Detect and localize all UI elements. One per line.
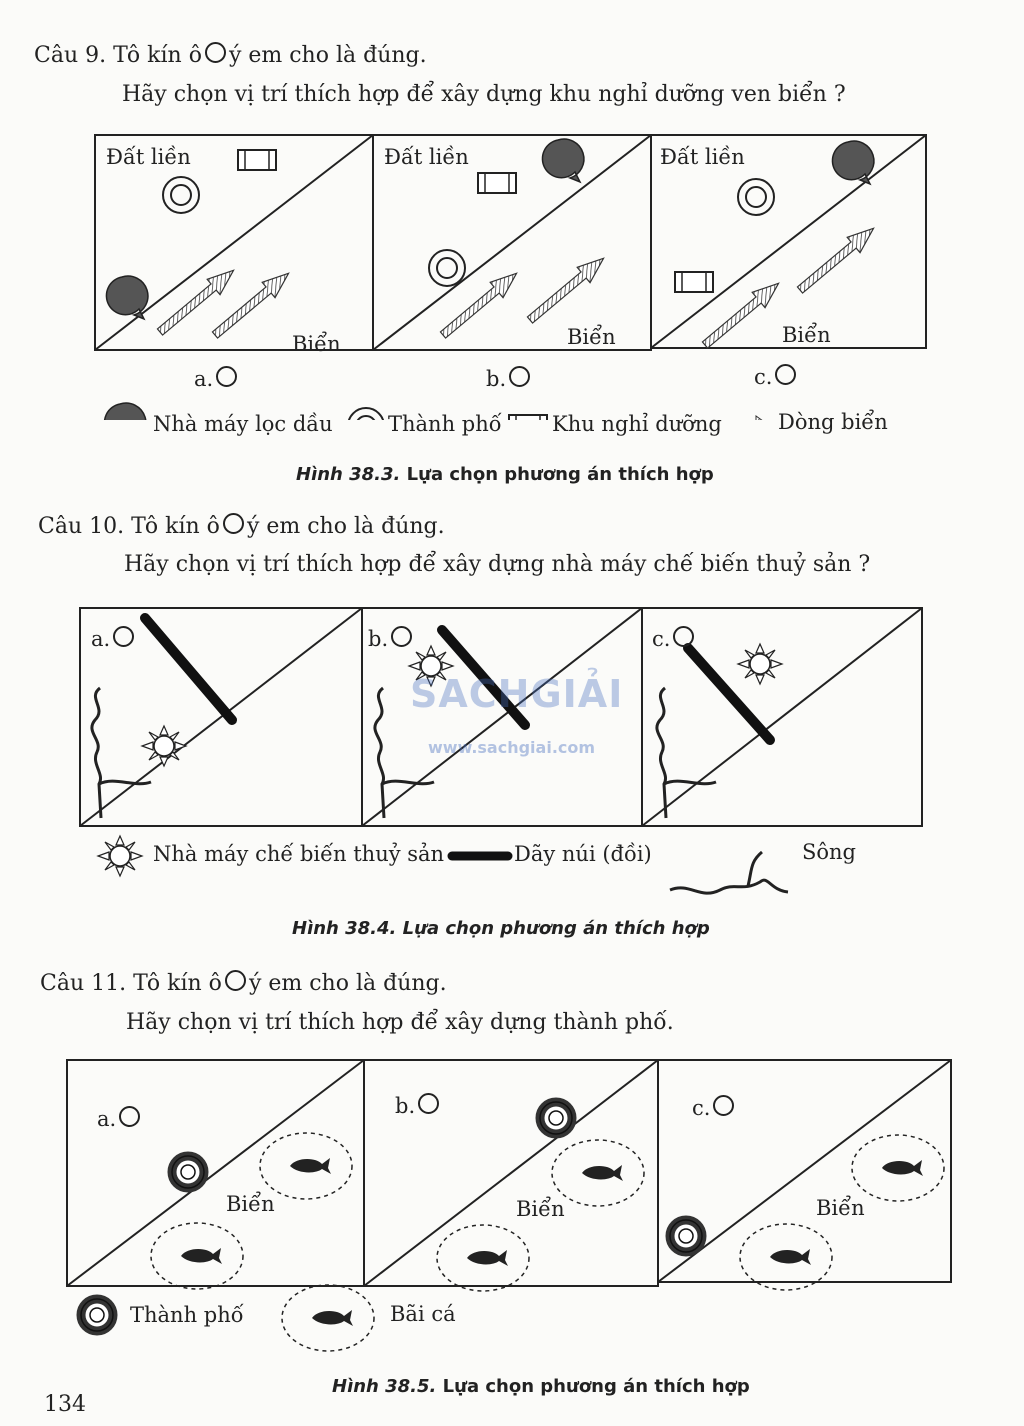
page-number: 134 xyxy=(44,1392,86,1417)
legend-mountain: Dãy núi (đồi) xyxy=(514,842,652,866)
legend-city: Thành phố xyxy=(130,1303,244,1327)
legend-resort: Khu nghỉ dưỡng xyxy=(552,412,722,436)
answer-circle-icon[interactable] xyxy=(673,626,694,647)
sea-label-c: Biển xyxy=(782,323,831,347)
sea-label-b: Biển xyxy=(516,1197,565,1221)
city-icon xyxy=(348,408,384,420)
q9-option-c[interactable]: c. xyxy=(754,364,799,389)
watermark-brand: SACHGIẢI xyxy=(410,672,624,716)
answer-circle-icon[interactable] xyxy=(509,366,530,387)
fish-ground-icon xyxy=(282,1285,374,1351)
land-label-c: Đất liền xyxy=(660,145,745,169)
q10-figure xyxy=(0,600,1024,930)
refinery-icon xyxy=(104,403,145,420)
q9-question: Hãy chọn vị trí thích hợp để xây dựng khu nghỉ dưỡng ven biển ? xyxy=(122,82,846,107)
answer-circle-icon[interactable] xyxy=(391,626,412,647)
q11-option-b[interactable]: b. xyxy=(395,1093,442,1118)
q9-option-b[interactable]: b. xyxy=(486,366,533,391)
q11-panel-a xyxy=(67,1060,364,1289)
current-arrow-icon xyxy=(722,416,770,420)
sea-label-c: Biển xyxy=(816,1196,865,1220)
q11-line1: Câu 11. Tô kín ô ý em cho là đúng. xyxy=(40,971,447,996)
answer-circle-icon[interactable] xyxy=(119,1106,140,1127)
resort-icon xyxy=(509,415,547,420)
river-icon xyxy=(670,852,788,893)
legend-current: Dòng biển xyxy=(778,410,888,434)
q9-option-a[interactable]: a. xyxy=(194,366,240,391)
q11-option-c[interactable]: c. xyxy=(692,1095,737,1120)
land-label-a: Đất liền xyxy=(106,145,191,169)
q10-option-b[interactable]: b. xyxy=(368,626,415,651)
answer-circle-icon xyxy=(205,42,226,63)
q10-option-a[interactable]: a. xyxy=(91,626,137,651)
q10-line1: Câu 10. Tô kín ô ý em cho là đúng. xyxy=(38,514,445,539)
watermark-url: www.sachgiai.com xyxy=(428,738,596,757)
legend-refinery: Nhà máy lọc dầu xyxy=(153,412,333,436)
answer-circle-icon xyxy=(225,970,246,991)
sea-label-b: Biển xyxy=(567,325,616,349)
legend-city: Thành phố xyxy=(388,412,502,436)
q11-option-a[interactable]: a. xyxy=(97,1106,143,1131)
answer-circle-icon[interactable] xyxy=(216,366,237,387)
answer-circle-icon xyxy=(223,513,244,534)
figure-caption-38-3: Hình 38.3. Lựa chọn phương án thích hợp xyxy=(296,464,714,485)
legend-river: Sông xyxy=(802,840,856,864)
figure-caption-38-4: Hình 38.4. Lựa chọn phương án thích hợp xyxy=(292,918,710,939)
sea-label-a: Biển xyxy=(226,1192,275,1216)
q10-option-c[interactable]: c. xyxy=(652,626,697,651)
factory-icon xyxy=(98,836,142,876)
sea-label-a: Biển xyxy=(292,332,341,356)
answer-circle-icon[interactable] xyxy=(418,1093,439,1114)
legend-fish-ground: Bãi cá xyxy=(390,1302,456,1326)
legend-factory: Nhà máy chế biến thuỷ sản xyxy=(153,842,445,866)
answer-circle-icon[interactable] xyxy=(713,1095,734,1116)
q9-line1: Câu 9. Tô kín ô ý em cho là đúng. xyxy=(34,43,427,68)
land-label-b: Đất liền xyxy=(384,145,469,169)
q10-question: Hãy chọn vị trí thích hợp để xây dựng nhà máy chế biến thuỷ sản ? xyxy=(124,552,871,577)
city-icon xyxy=(81,1299,113,1331)
answer-circle-icon[interactable] xyxy=(775,364,796,385)
q11-question: Hãy chọn vị trí thích hợp để xây dựng thành phố. xyxy=(126,1010,674,1035)
answer-circle-icon[interactable] xyxy=(113,626,134,647)
figure-caption-38-5: Hình 38.5. Lựa chọn phương án thích hợp xyxy=(332,1376,750,1397)
